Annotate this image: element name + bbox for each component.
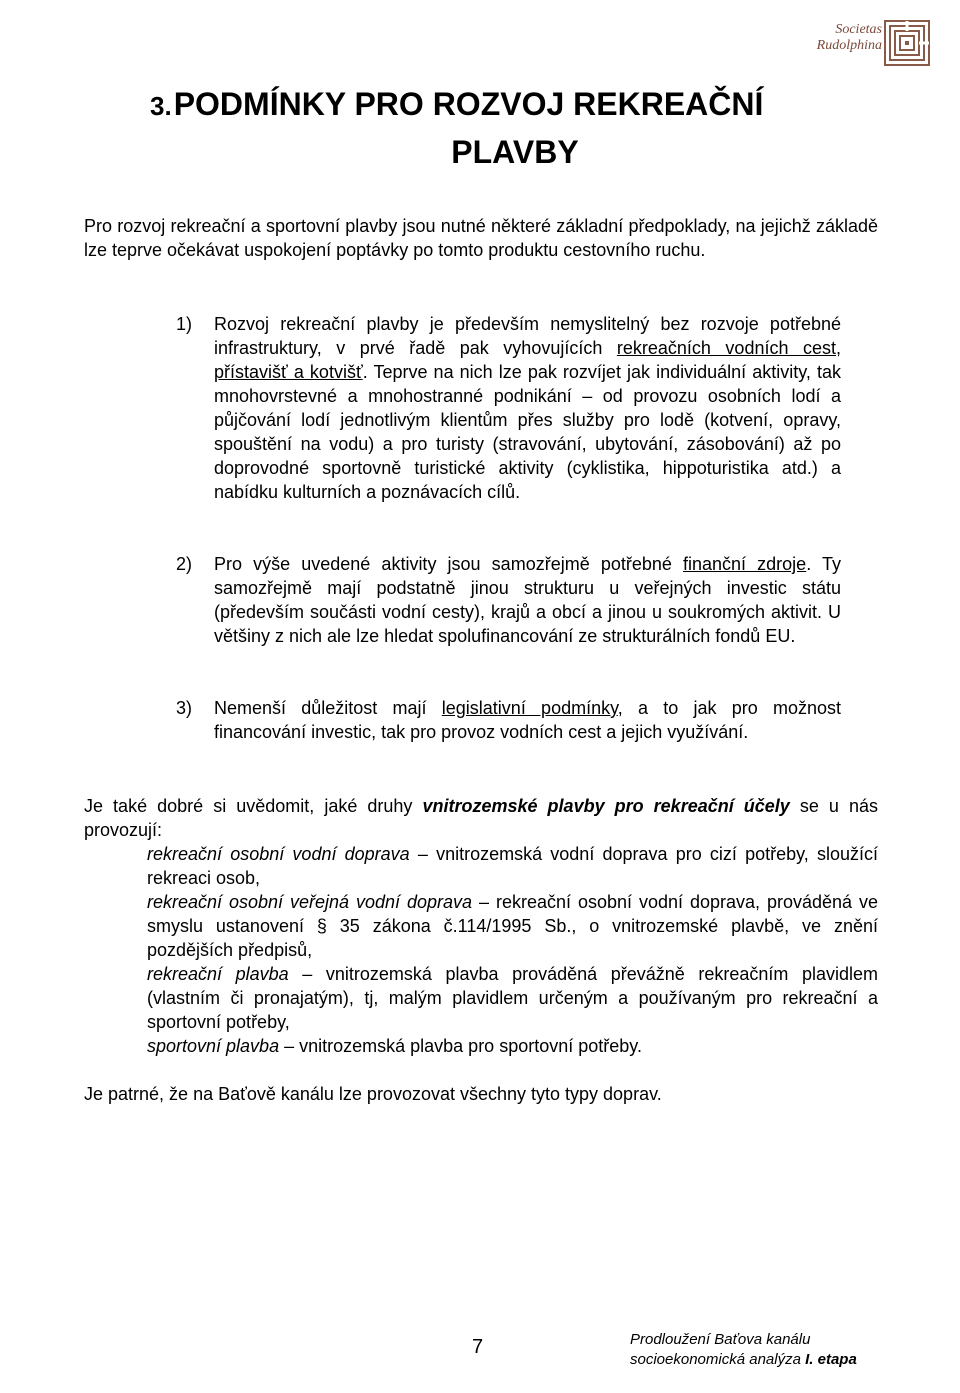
list-text-part: , a to jak pro možnost financování investic, tak pro provoz vodních cest a jejich využívání. <box>214 698 842 742</box>
logo-text-line1: Societas <box>835 22 882 37</box>
list-text-part: Pro výše uvedené aktivity jsou samozřejmě potřebné <box>214 554 683 574</box>
footer-stage: I. etapa <box>805 1351 857 1368</box>
types-list <box>147 842 878 1058</box>
type-definition-text: – vnitrozemská vodní doprava pro cizí potřeby, sloužící rekreaci osob, <box>147 844 878 888</box>
type-definition-text: – vnitrozemská plavba prováděná převážně rekreačním plavidlem (vlastním či pronajatým), tj, malým plavidlem určeným a používaným pro rekreační a sportovní potřeby, <box>147 964 878 1032</box>
list-item-text <box>214 312 841 504</box>
types-intro-paragraph <box>84 794 878 842</box>
title-line2: PLAVBY <box>451 134 579 170</box>
type-definition <box>147 962 878 1034</box>
intro-paragraph: Pro rozvoj rekreační a sportovní plavby jsou nutné některé základní předpoklady, na jejichž základě lze teprve očekávat uspokojení poptávky po tomto produktu cestovního ruchu. <box>84 216 878 260</box>
list-marker: 2) <box>176 554 193 574</box>
type-definition <box>147 890 878 962</box>
type-term: rekreační osobní vodní doprava <box>147 844 410 864</box>
logo-text <box>798 22 882 54</box>
maze-emblem-icon <box>884 20 930 66</box>
logo <box>798 20 948 70</box>
list-item-text <box>214 552 841 648</box>
type-term: sportovní plavba <box>147 1036 280 1056</box>
list-marker: 3) <box>176 698 193 718</box>
title-line1: PODMÍNKY PRO ROZVOJ REKREAČNÍ <box>173 86 764 122</box>
type-definition-text: – rekreační osobní vodní doprava, prováděná ve smyslu ustanovení § 35 zákona č.114/1995 Sb., o vnitrozemské plavbě, ve znění pozdějších předpisů, <box>147 892 878 960</box>
types-intro-emphasis: vnitrozemské plavby pro rekreační účely <box>422 796 790 816</box>
types-intro-text: Je také dobré si uvědomit, jaké druhy <box>84 796 423 816</box>
list-text-part: . Teprve na nich lze pak rozvíjet jak individuální aktivity, tak mnohovrstevné a mnohostranné podnikání – od provozu osobních lodí a půjčování lodí jednotlivým klientům přes služby pro lodě (kotvení, opravy, spouštění na vodu) a pro turisty (stravování, ubytování, zásobování) až po doprovodné sportovně turistické aktivity (cyklistika, hippoturistika atd.) a nabídku kulturních a poznávacích cílů. <box>214 362 842 502</box>
page-title <box>150 84 850 172</box>
underlined-term: finanční zdroje <box>683 554 807 574</box>
footer-title-line2: socioekonomická analýza <box>630 1351 801 1368</box>
underlined-term: rekreačních vodních cest, přístavišť a kotvišť <box>214 338 841 382</box>
list-marker: 1) <box>176 314 193 334</box>
footer-title <box>630 1330 890 1370</box>
closing-paragraph: Je patrné, že na Baťově kanálu lze provozovat všechny tyto typy doprav. <box>84 1084 662 1104</box>
types-intro-text: se u nás provozují: <box>84 796 878 840</box>
underlined-term: legislativní podmínky <box>441 698 618 718</box>
footer-title-line1: Prodloužení Baťova kanálu <box>630 1331 811 1348</box>
type-definition-text: – vnitrozemská plavba pro sportovní potřeby. <box>279 1036 642 1056</box>
page-number: 7 <box>472 1336 484 1358</box>
section-number: 3. <box>150 91 172 121</box>
logo-text-line2: Rudolphina <box>816 38 882 53</box>
list-text-part: Rozvoj rekreační plavby je především nemyslitelný bez rozvoje potřebné infrastruktury, v prvé řadě pak vyhovujících <box>214 314 841 358</box>
list-text-part: . Ty samozřejmě mají podstatně jinou strukturu u veřejných investic státu (především součásti vodní cesty), krajů a obcí a jinou u soukromých aktivit. U většiny z nich ale lze hledat spolufinancování ze strukturálních fondů EU. <box>214 554 841 646</box>
type-term: rekreační plavba <box>147 964 289 984</box>
list-item-text <box>214 696 841 744</box>
type-definition <box>147 842 878 890</box>
type-definition <box>147 1034 878 1058</box>
list-text-part: Nemenší důležitost mají <box>214 698 442 718</box>
type-term: rekreační osobní veřejná vodní doprava <box>147 892 473 912</box>
